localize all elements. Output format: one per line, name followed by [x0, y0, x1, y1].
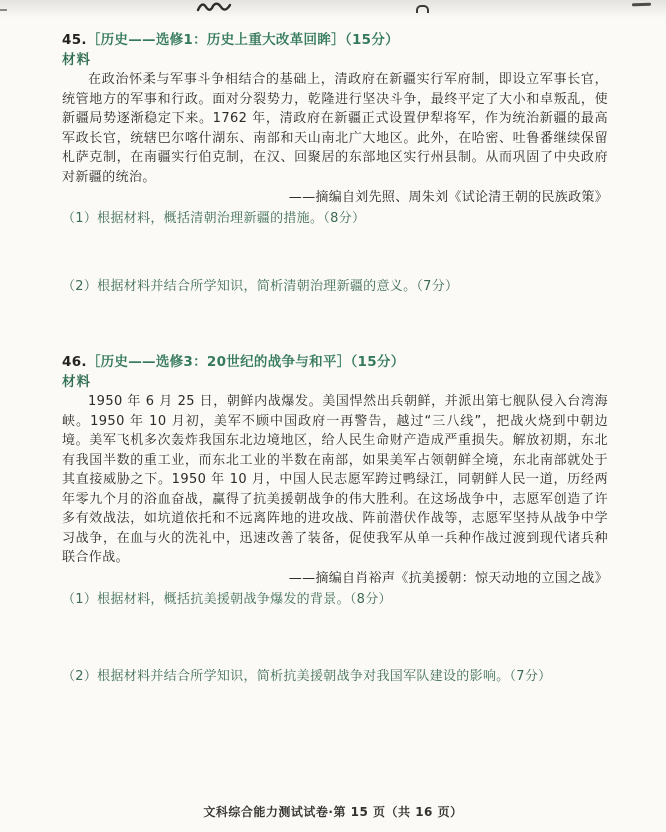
- page-footer: 文科综合能力测试试卷·第 15 页（共 16 页）: [203, 805, 463, 819]
- sub-question-1: （1）根据材料，概括清朝治理新疆的措施。（8分）: [62, 211, 366, 226]
- material-text: 在政治怀柔与军事斗争相结合的基础上，清政府在新疆实行军府制，即设立军事长官，统管地方的军事和行政。面对分裂势力，乾隆进行坚决斗争，最终平定了大小和卓叛乱，使新疆局势逐渐稳定下来。1762 年，清政府在新疆正式设置伊犁将军，作为统治新疆的最高军政长官，统辖巴尔喀什湖东、南部和天山南北广大地区。此外，在哈密、吐鲁番继续保留札萨克制，在南疆实行伯克制，在汉、回聚居的东部地区实行州县制。从而巩固了中央政府对新疆的统治。: [62, 72, 608, 185]
- question-heading: ［历史——选修1：历史上重大改革回眸］（15分）: [86, 32, 399, 48]
- scan-dash: [632, 3, 651, 7]
- question-45-title: [62, 30, 608, 50]
- material-label: 材料: [62, 52, 91, 68]
- scan-ink-squiggle: [196, 0, 232, 13]
- scan-smudge: [416, 5, 429, 13]
- material-text: 1950 年 6 月 25 日，朝鲜内战爆发。美国悍然出兵朝鲜，并派出第七舰队侵入台湾海峡。1950 年 10 月初，美军不顾中国政府一再警告，越过“三八线”，把战火烧到中朝边境。美军飞机多次轰炸我国东北边境地区，给人民生命财产造成严重损失。解放初期，东北有我国半数的重工业，而东北工业的半数在南部，如果美军占领朝鲜全境，东北南部就处于其直接威胁之下。1950 年 10 月，中国人民志愿军跨过鸭绿江，同朝鲜人民一道，历经两年零九个月的浴血奋战，赢得了抗美援朝战争的伟大胜利。在这场战争中，志愿军创造了许多有效战法，如坑道依托和不远离阵地的进攻战、阵前潜伏作战等，志愿军坚持从战争中学习战争，在血与火的洗礼中，迅速改善了装备，促使我军从单一兵种作战过渡到现代诸兵种联合作战。: [62, 394, 608, 565]
- answer-space: [62, 297, 608, 352]
- material-label: 材料: [62, 374, 91, 390]
- sub-question-2: （2）根据材料并结合所学知识，简析抗美援朝战争对我国军队建设的影响。（7分）: [62, 668, 552, 684]
- material-source: ——摘编自刘先照、周朱刘《试论清王朝的民族政策》: [288, 190, 608, 205]
- scan-edge-mark: [0, 9, 7, 11]
- answer-space: [62, 229, 608, 276]
- question-46: [62, 352, 608, 687]
- question-45: [62, 30, 608, 352]
- question-number: 46.: [62, 354, 87, 370]
- question-number: 45.: [62, 32, 87, 48]
- sub-question-2: （2）根据材料并结合所学知识，简析清朝治理新疆的意义。（7分）: [62, 279, 459, 294]
- question-46-title: [62, 352, 608, 372]
- sub-question-1: （1）根据材料，概括抗美援朝战争爆发的背景。（8分）: [62, 591, 392, 607]
- answer-space: [62, 610, 608, 666]
- question-heading: ［历史——选修3：20世纪的战争与和平］（15分）: [86, 354, 405, 370]
- material-source: ——摘编自肖裕声《抗美援朝：惊天动地的立国之战》: [288, 570, 608, 586]
